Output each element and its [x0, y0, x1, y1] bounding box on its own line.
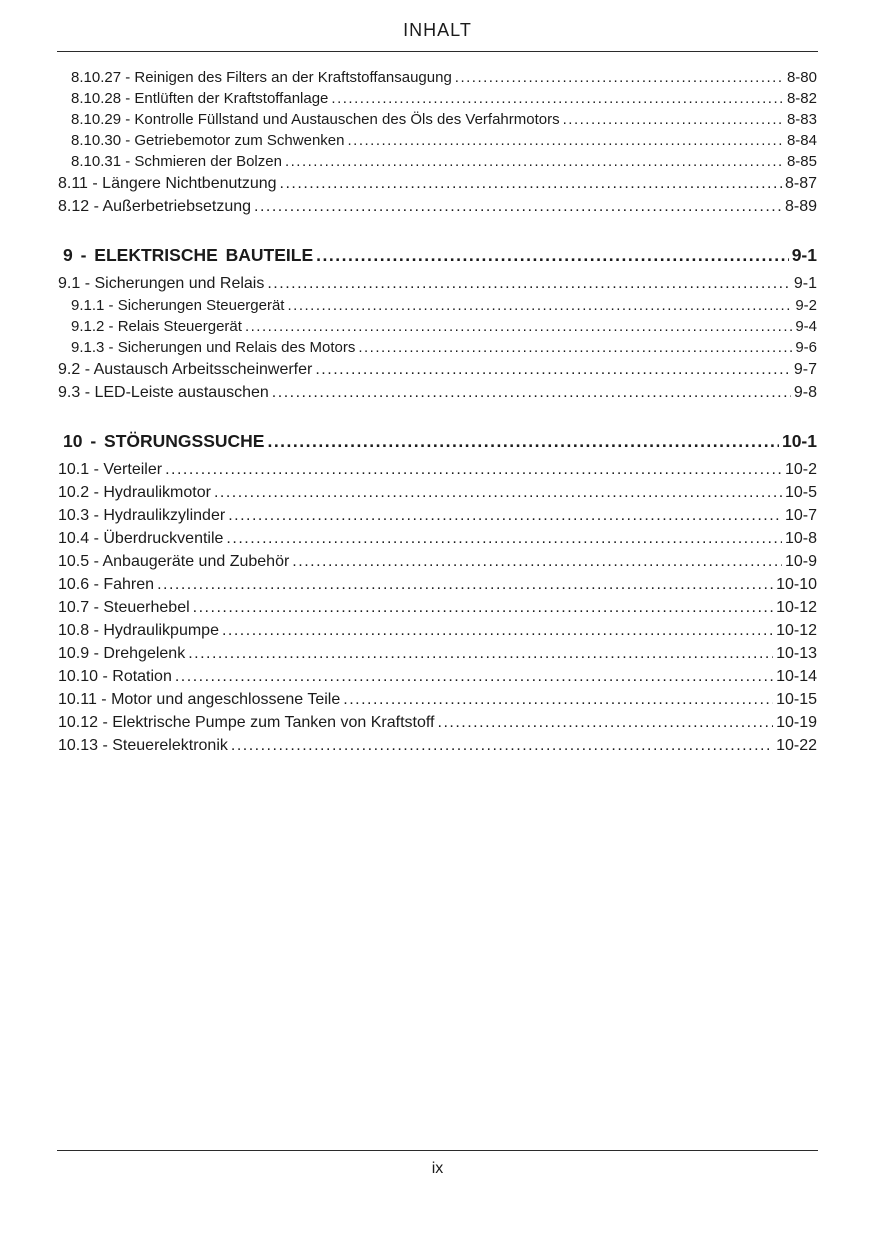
toc-entry: [58, 316, 817, 337]
toc-leader-dots: [193, 596, 773, 619]
toc-entry-title: 10.4 - Überdruckventile: [58, 530, 224, 547]
toc-entry: [58, 195, 817, 218]
toc-leader-dots: [358, 337, 792, 358]
toc-entry-title: 9.3 - LED-Leiste austauschen: [58, 384, 269, 401]
toc-entry-page: 10-19: [776, 714, 817, 731]
toc-leader-dots: [343, 688, 773, 711]
toc-leader-dots: [165, 458, 782, 481]
header-rule: [57, 51, 818, 52]
toc-entry-title: 10.6 - Fahren: [58, 576, 155, 593]
page-header: [0, 0, 875, 41]
toc-entry: [58, 88, 817, 109]
toc-entry-page: 9-6: [795, 339, 817, 356]
page-footer: [0, 1150, 875, 1178]
toc-leader-dots: [347, 130, 783, 151]
toc-entry-page: 8-84: [786, 132, 817, 149]
toc-entry: [58, 688, 817, 711]
toc-entry: [58, 596, 817, 619]
toc-leader-dots: [231, 734, 773, 757]
toc-entry-title: 8.10.29 - Kontrolle Füllstand und Austauschen des Öls des Verfahrmotors: [71, 111, 560, 128]
toc-entry: [58, 381, 817, 404]
toc-entry-title: 8.10.28 - Entlüften der Kraftstoffanlage: [71, 90, 329, 107]
toc-entry: [58, 481, 817, 504]
toc-entry: [58, 244, 817, 266]
toc-entry-title: 10.12 - Elektrische Pumpe zum Tanken von Kraftstoff: [58, 714, 435, 731]
toc-entry-title: 10.1 - Verteiler: [58, 461, 163, 478]
toc-entry-page: 10-2: [784, 461, 817, 478]
toc-entry-title: 9.1.2 - Relais Steuergerät: [71, 318, 242, 335]
toc-leader-dots: [267, 430, 779, 452]
toc-entry-page: 10-14: [776, 668, 817, 685]
toc-entry-page: 9-1: [793, 275, 817, 292]
toc-entry-title: 9.1 - Sicherungen und Relais: [58, 275, 265, 292]
toc-entry: [58, 295, 817, 316]
toc-leader-dots: [175, 665, 773, 688]
toc-entry: [58, 665, 817, 688]
toc-entry-page: 10-9: [784, 553, 817, 570]
toc-entry: [58, 734, 817, 757]
toc-entry-page: 10-10: [776, 576, 817, 593]
toc-leader-dots: [254, 195, 782, 218]
toc-leader-dots: [438, 711, 774, 734]
toc-leader-dots: [292, 550, 782, 573]
toc-entry: [58, 109, 817, 130]
toc-leader-dots: [226, 527, 782, 550]
toc-leader-dots: [280, 172, 782, 195]
toc-leader-dots: [157, 573, 773, 596]
toc-entry-page: 10-7: [784, 507, 817, 524]
toc-entry-page: 10-1: [781, 431, 817, 451]
toc-entry-title: 9.1.3 - Sicherungen und Relais des Motors: [71, 339, 356, 356]
toc-entry: [58, 272, 817, 295]
toc-entry-title: 10.8 - Hydraulikpumpe: [58, 622, 219, 639]
toc-entry-title: 9.1.1 - Sicherungen Steuergerät: [71, 297, 285, 314]
toc-leader-dots: [272, 381, 791, 404]
toc-entry: [58, 573, 817, 596]
toc-entry-page: 8-82: [786, 90, 817, 107]
toc-entry: [58, 619, 817, 642]
toc-entry-title: 10.7 - Steuerhebel: [58, 599, 190, 616]
toc-entry-page: 10-12: [776, 622, 817, 639]
toc-entry-title: 8.11 - Längere Nichtbenutzung: [58, 175, 277, 192]
page-title: INHALT: [403, 20, 472, 40]
toc-leader-dots: [267, 272, 791, 295]
toc-entry: [58, 130, 817, 151]
toc-entry-page: 10-12: [776, 599, 817, 616]
toc-entry-title: 9 - ELEKTRISCHE BAUTEILE: [63, 245, 314, 265]
toc-entry-title: 8.10.30 - Getriebemotor zum Schwenken: [71, 132, 345, 149]
toc-entry-page: 10-22: [776, 737, 817, 754]
toc-entry: [58, 337, 817, 358]
toc-entry-title: 10.11 - Motor und angeschlossene Teile: [58, 691, 341, 708]
toc-entry: [58, 711, 817, 734]
toc-entry-title: 10 - STÖRUNGSSUCHE: [63, 431, 265, 451]
toc-leader-dots: [331, 88, 784, 109]
toc-entry-title: 10.3 - Hydraulikzylinder: [58, 507, 226, 524]
toc-leader-dots: [315, 358, 791, 381]
toc-entry: [58, 642, 817, 665]
toc-entry-title: 8.10.27 - Reinigen des Filters an der Kraftstoffansaugung: [71, 69, 452, 86]
toc-entry-page: 10-5: [784, 484, 817, 501]
toc-entry: [58, 151, 817, 172]
toc-entry: [58, 458, 817, 481]
toc-entry-page: 9-4: [795, 318, 817, 335]
toc-entry-title: 10.10 - Rotation: [58, 668, 172, 685]
toc-entry-title: 10.13 - Steuerelektronik: [58, 737, 228, 754]
toc-leader-dots: [214, 481, 782, 504]
toc-entry: [58, 527, 817, 550]
toc-leader-dots: [455, 67, 784, 88]
toc-entry-title: 9.2 - Austausch Arbeitsscheinwerfer: [58, 361, 313, 378]
toc-entry-page: 10-13: [776, 645, 817, 662]
toc-leader-dots: [228, 504, 782, 527]
toc-entry: [58, 430, 817, 452]
toc-entry-title: 10.2 - Hydraulikmotor: [58, 484, 211, 501]
toc-entry-page: 9-7: [793, 361, 817, 378]
toc-entry-title: 8.12 - Außerbetriebsetzung: [58, 198, 252, 215]
toc-entry: [58, 504, 817, 527]
toc-leader-dots: [316, 244, 789, 266]
toc-leader-dots: [285, 151, 784, 172]
toc-entry-page: 9-1: [791, 245, 817, 265]
toc-entry: [58, 358, 817, 381]
toc-entry: [58, 67, 817, 88]
toc-entry-title: 10.5 - Anbaugeräte und Zubehör: [58, 553, 290, 570]
toc-entry-page: 8-89: [784, 198, 817, 215]
toc-leader-dots: [287, 295, 792, 316]
toc-list: [58, 67, 817, 757]
toc-entry: [58, 550, 817, 573]
toc-entry-page: 10-8: [784, 530, 817, 547]
toc-entry-title: 10.9 - Drehgelenk: [58, 645, 186, 662]
toc-entry-page: 8-80: [786, 69, 817, 86]
toc-leader-dots: [563, 109, 784, 130]
toc-leader-dots: [188, 642, 773, 665]
toc-entry-page: 8-83: [786, 111, 817, 128]
toc-leader-dots: [222, 619, 773, 642]
toc-entry-page: 8-87: [784, 175, 817, 192]
toc-leader-dots: [245, 316, 792, 337]
toc-entry-page: 9-2: [795, 297, 817, 314]
toc-entry: [58, 172, 817, 195]
toc-entry-page: 9-8: [793, 384, 817, 401]
toc-entry-page: 10-15: [776, 691, 817, 708]
footer-page-number: ix: [431, 1160, 444, 1177]
toc-entry-title: 8.10.31 - Schmieren der Bolzen: [71, 153, 282, 170]
toc-entry-page: 8-85: [786, 153, 817, 170]
